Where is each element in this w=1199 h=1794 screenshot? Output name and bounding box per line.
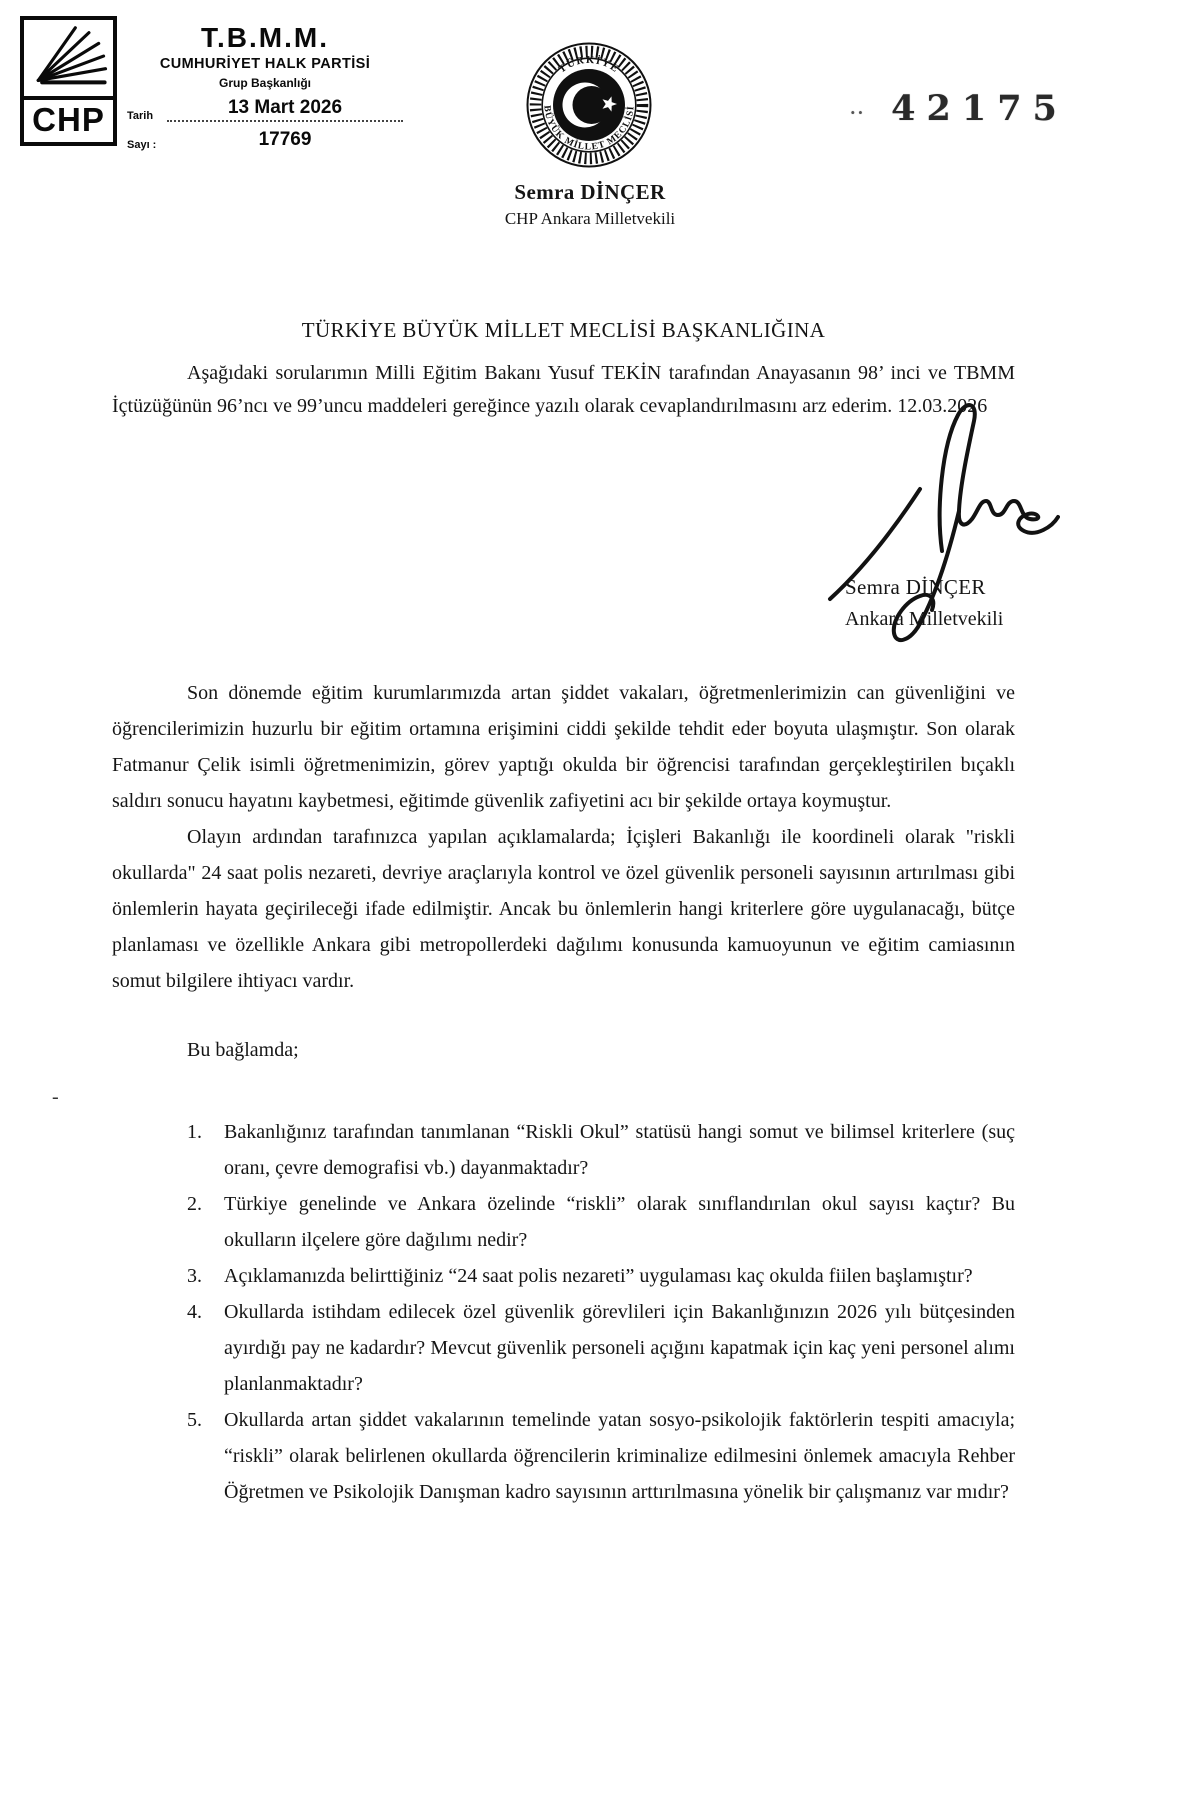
chp-logo-label: CHP <box>32 101 105 138</box>
question-item <box>187 1294 1015 1402</box>
signature-title: Ankara Milletvekili <box>845 608 1004 630</box>
stamp-date-label: Tarih <box>127 110 154 122</box>
stamp-date-row <box>127 97 403 122</box>
body-paragraph-1: Son dönemde eğitim kurumlarımızda artan şiddet vakaları, öğretmenlerimizin can güvenliğini ve öğrencilerimizin huzurlu bir eğitim ortamına erişimini ciddi şekilde tehdit eder boyuta ulaşmıştır. Son olarak Fatmanur Çelik isimli öğretmenimizin, görev yaptığı okulda bir öğrencisi tarafından gerçekleştirilen bıçaklı saldırı sonucu hayatını kaybetmesi, eğitimde güvenlik zafiyetini acı bir şekilde ortaya koymuştur. <box>112 682 1015 812</box>
body-paragraph-2: Olayın ardından tarafınızca yapılan açıklamalarda; İçişleri Bakanlığı ile koordineli olarak "riskli okullarda" 24 saat polis nezareti, devriye araçlarıyla kontrol ve özel güvenlik personeli sayısının artırılması gibi önlemlerin hayata geçirileceği ifade edilmiştir. Ancak bu önlemlerin hangi kriterlere göre uygulanacağı, bütçe planlaması ve özellikle Ankara gibi metropollerdeki dağılımı konusunda kamuoyunun ve eğitim camiasının somut bilgilere ihtiyacı vardır. <box>112 826 1015 992</box>
question-item <box>187 1186 1015 1258</box>
sender-name: Semra DİNÇER <box>514 180 666 204</box>
intro-paragraph: Aşağıdaki sorularımın Milli Eğitim Bakanı Yusuf TEKİN tarafından Anayasanın 98’ inci ve TBMM İçtüzüğünün 96’ncı ve 99’uncu maddeleri gereğince yazılı olarak cevaplandırılmasını arz ederim. 12.03.2026 <box>112 362 1015 417</box>
stamp-org-label: T.B.M.M. <box>201 22 329 53</box>
question-number: 4. <box>187 1301 202 1323</box>
question-item <box>187 1258 1015 1294</box>
chp-six-arrows-icon <box>24 20 113 100</box>
signature-area <box>112 423 1015 675</box>
stamp-office-label: Grup Başkanlığı <box>218 76 312 90</box>
question-text: Bakanlığınız tarafından tanımlanan “Riskli Okul” statüsü hangi somut ve bilimsel kriterlere (suç oranı, çevre demografisi vb.) dayanmaktadır? <box>224 1121 1015 1179</box>
question-item <box>187 1114 1015 1186</box>
registry-prefix-mark: .. <box>850 99 866 118</box>
question-list <box>112 1114 1015 1510</box>
stamp-date-value: 13 Mart 2026 <box>167 97 403 122</box>
tbmm-seal-icon <box>524 40 654 170</box>
sender-block <box>420 180 760 229</box>
question-text: Türkiye genelinde ve Ankara özelinde “riskli” olarak sınıflandırılan okul sayısı kaçtır? Bu okulların ilçelere göre dağılımı nedir? <box>224 1193 1015 1251</box>
stamp-header <box>127 22 403 151</box>
seal-bottom-text: BÜYÜK MİLLET MECLİSİ <box>541 104 637 153</box>
chp-logo-box <box>20 16 117 146</box>
sender-title: CHP Ankara Milletvekili <box>504 209 676 228</box>
stamp-party-label: CUMHURİYET HALK PARTİSİ <box>159 56 371 72</box>
question-text: Açıklamanızda belirttiğiniz “24 saat polis nezareti” uygulaması kaç okulda fiilen başlamıştır? <box>224 1265 973 1287</box>
context-line: Bu bağlamda; <box>187 1039 299 1061</box>
question-number: 1. <box>187 1121 202 1143</box>
signature-block <box>845 575 1003 631</box>
question-text: Okullarda artan şiddet vakalarının temelinde yatan sosyo-psikolojik faktörlerin tespiti amacıyla; “riskli” olarak belirlenen okullarda öğrencilerin kriminalize edilmesini önlemek amacıyla Rehber Öğretmen ve Psikolojik Danışman kadro sayısının arttırılmasına yönelik bir çalışmanız var mıdır? <box>224 1409 1015 1503</box>
stamp-number-row <box>127 129 403 151</box>
document-body <box>0 318 1199 1510</box>
stamp-number-label: Sayı : <box>127 139 157 151</box>
question-number: 3. <box>187 1265 202 1287</box>
registry-number-stamp <box>850 88 1170 129</box>
document-header <box>0 0 1199 318</box>
scan-margin-artifact: - <box>52 1086 59 1108</box>
question-text: Okullarda istihdam edilecek özel güvenlik görevlileri için Bakanlığınızın 2026 yılı bütçesinden ayırdığı pay ne kadardır? Mevcut güvenlik personeli açığını kapatmak için kaç yeni personel alımı planlanmaktadır? <box>224 1301 1015 1395</box>
stamp-number-value: 17769 <box>258 129 312 150</box>
salutation-title: TÜRKİYE BÜYÜK MİLLET MECLİSİ BAŞKANLIĞINA <box>301 318 826 342</box>
registry-number-value: 42175 <box>891 88 1068 129</box>
question-number: 2. <box>187 1193 202 1215</box>
question-item <box>187 1402 1015 1510</box>
question-number: 5. <box>187 1409 202 1431</box>
signature-name: Semra DİNÇER <box>845 575 986 599</box>
seal-top-text: TÜRKİYE <box>556 54 622 76</box>
